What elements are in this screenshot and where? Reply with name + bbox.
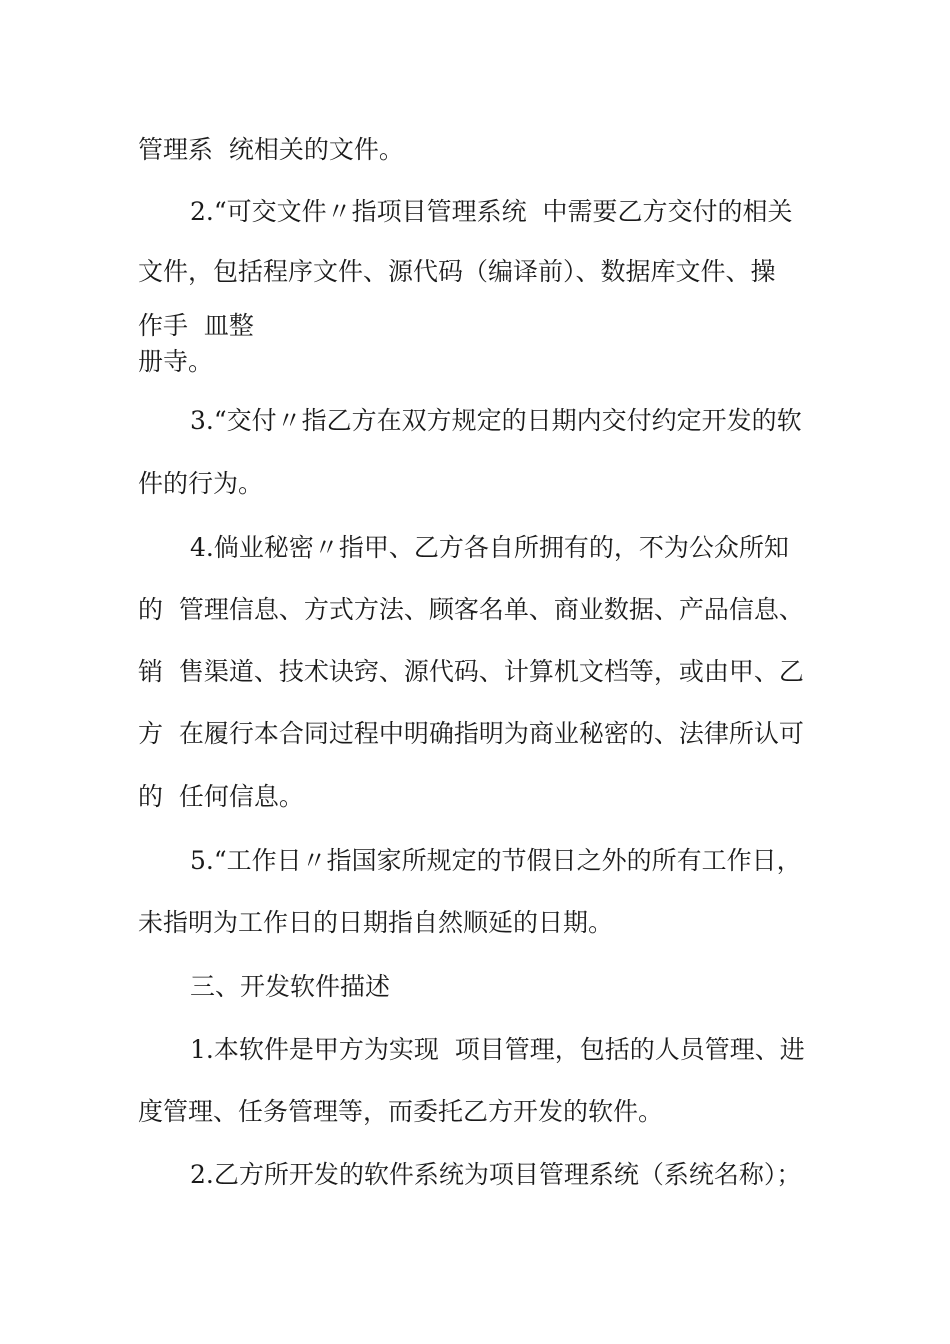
text-line: 的 管理信息、方式方法、顾客名单、商业数据、产品信息、	[138, 595, 804, 624]
text-line: 5.“工作日〃指国家所规定的节假日之外的所有工作日，	[190, 846, 802, 875]
text-line: 3.“交付〃指乙方在双方规定的日期内交付约定开发的软	[190, 406, 802, 435]
text-line: 1.本软件是甲方为实现 项目管理，包括的人员管理、进	[190, 1035, 805, 1064]
text-line: 4.倘业秘密〃指甲、乙方各自所拥有的，不为公众所知	[190, 533, 789, 562]
text-line: 件的行为。	[138, 469, 264, 498]
text-line: 2.乙方所开发的软件系统为项目管理系统（系统名称）；	[190, 1160, 802, 1189]
text-line: 的 任何信息。	[138, 782, 304, 811]
text-line: 未指明为工作日的日期指自然顺延的日期。	[138, 908, 614, 937]
text-line: 文件，包括程序文件、源代码（编译前）、数据库文件、操	[138, 257, 776, 286]
text-line: 册寺。	[138, 347, 214, 376]
text-line: 作手 皿整	[138, 311, 254, 340]
section-heading: 三、开发软件描述	[190, 972, 391, 1001]
text-line: 度管理、任务管理等，而委托乙方开发的软件。	[138, 1097, 664, 1126]
text-line: 2.“可交文件〃指项目管理系统 中需要乙方交付的相关	[190, 197, 793, 226]
text-line: 方 在履行本合同过程中明确指明为商业秘密的、法律所认可	[138, 719, 804, 748]
text-line: 管理系 统相关的文件。	[138, 135, 404, 164]
text-line: 销 售渠道、技术诀窍、源代码、计算机文档等，或由甲、乙	[138, 657, 804, 686]
